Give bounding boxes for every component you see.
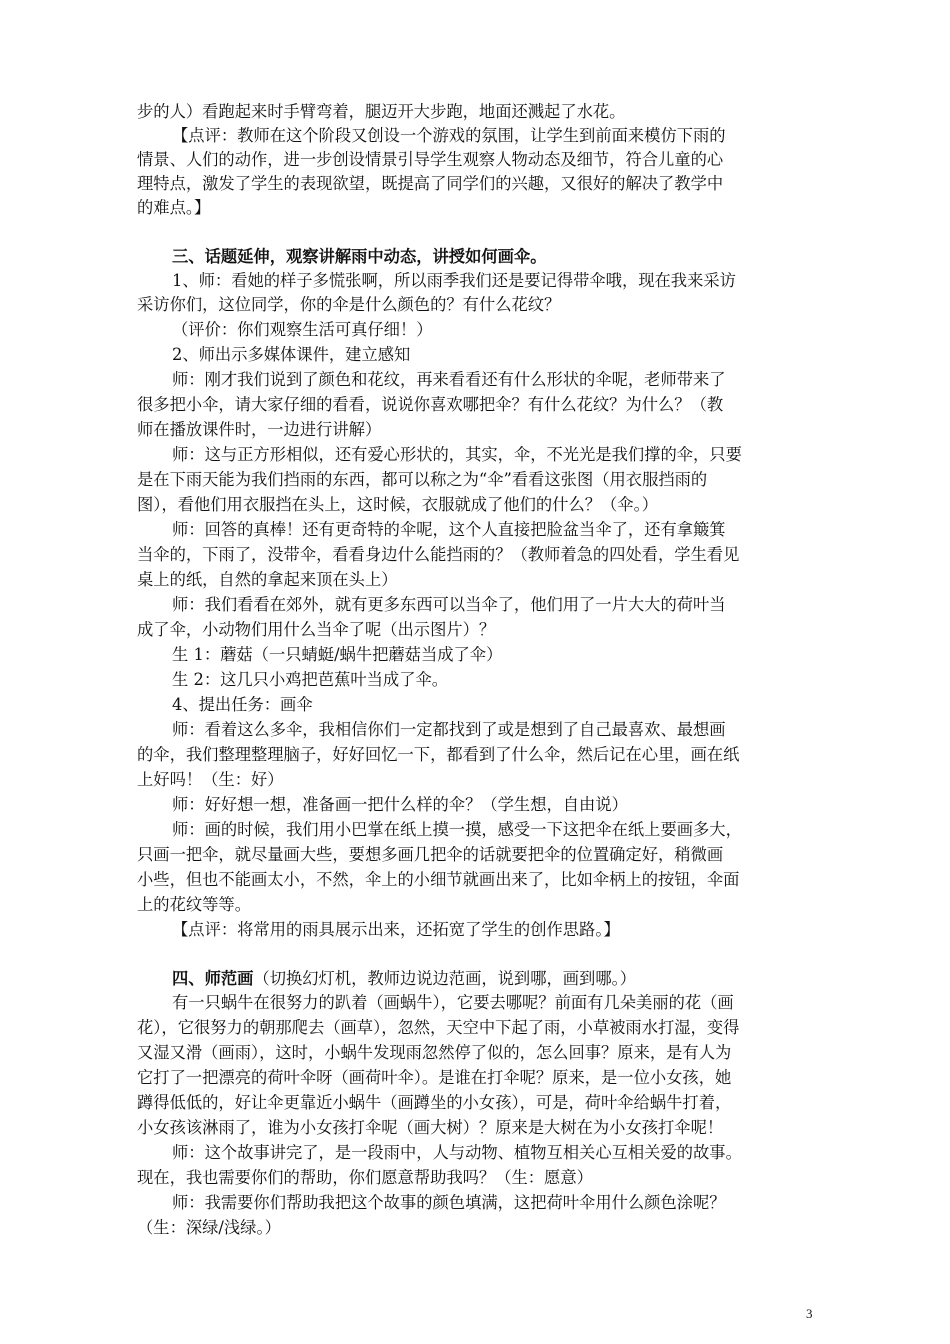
page-number: 3 — [806, 1306, 813, 1321]
text-line: 1、师：看她的样子多慌张啊，所以雨季我们还是要记得带伞哦，现在我来采访 — [172, 271, 736, 290]
text-line: 有一只蜗牛在很努力的趴着（画蜗牛），它要去哪呢？前面有几朵美丽的花（画 — [172, 993, 734, 1012]
text-line: 很多把小伞，请大家仔细的看看，说说你喜欢哪把伞？有什么花纹？为什么？（教 — [137, 395, 724, 414]
text-line: 师：画的时候，我们用小巴掌在纸上摸一摸，感受一下这把伞在纸上要画多大， — [172, 820, 742, 839]
text-line: 小些，但也不能画太小，不然，伞上的小细节就画出来了，比如伞柄上的按钮，伞面 — [137, 870, 740, 889]
text-line: 蹲得低低的，好让伞更靠近小蜗牛（画蹲坐的小女孩），可是，荷叶伞给蜗牛打着， — [137, 1093, 732, 1112]
text-line — [172, 967, 817, 991]
section-heading: 三、话题延伸，观察讲解雨中动态，讲授如何画伞。 — [172, 247, 547, 266]
text-line: 步的人）看跑起来时手臂弯着，腿迈开大步跑，地面还溅起了水花。 — [137, 102, 626, 121]
text-line: 师在播放课件时，一边进行讲解） — [137, 420, 382, 439]
text-line: 师：我需要你们帮助我把这个故事的颜色填满，这把荷叶伞用什么颜色涂呢？ — [172, 1193, 726, 1212]
text-line: 理特点，激发了学生的表现欲望，既提高了同学们的兴趣，又很好的解决了教学中 — [137, 174, 724, 193]
text-line: 生 1：蘑菇（一只蜻蜓/蜗牛把蘑菇当成了伞） — [172, 645, 503, 664]
section-heading: 四、师范画 — [172, 969, 254, 988]
text-line: 当伞的，下雨了，没带伞，看看身边什么能挡雨的？（教师着急的四处看，学生看见 — [137, 545, 740, 564]
text-line: 的难点。】 — [137, 198, 211, 217]
text-line: 桌上的纸，自然的拿起来顶在头上） — [137, 570, 398, 589]
text-line: 生 2：这几只小鸡把芭蕉叶当成了伞。 — [172, 670, 449, 689]
text-line: 小女孩该淋雨了，谁为小女孩打伞呢（画大树）？原来是大树在为小女孩打伞呢！ — [137, 1118, 724, 1137]
text-line: 【点评：将常用的雨具展示出来，还拓宽了学生的创作思路。】 — [172, 920, 620, 939]
text-line: 又湿又滑（画雨），这时，小蜗牛发现雨忽然停了似的，怎么回事？原来，是有人为 — [137, 1043, 732, 1062]
text-line: 师：好好想一想，准备画一把什么样的伞？（学生想，自由说） — [172, 795, 628, 814]
text-line: 师：我们看看在郊外，就有更多东西可以当伞了，他们用了一片大大的荷叶当 — [172, 595, 726, 614]
text-line: 师：这与正方形相似，还有爱心形状的，其实，伞，不光光是我们撑的伞，只要 — [172, 445, 742, 464]
text-line: 【点评：教师在这个阶段又创设一个游戏的氛围，让学生到前面来模仿下雨的 — [172, 126, 726, 145]
text-line: 上好吗！（生：好） — [137, 770, 284, 789]
text-line: （生：深绿/浅绿。） — [137, 1218, 281, 1237]
text-line: 师：回答的真棒！还有更奇特的伞呢，这个人直接把脸盆当伞了，还有拿簸箕 — [172, 520, 726, 539]
text-line: 师：刚才我们说到了颜色和花纹，再来看看还有什么形状的伞呢，老师带来了 — [172, 370, 726, 389]
text-line: 采访你们，这位同学，你的伞是什么颜色的？有什么花纹？ — [137, 295, 561, 314]
text-line: 图），看他们用衣服挡在头上，这时候，衣服就成了他们的什么？（伞。） — [137, 495, 658, 514]
text-line: 情景、人们的动作，进一步创设情景引导学生观察人物动态及细节，符合儿童的心 — [137, 150, 724, 169]
text-line: 是在下雨天能为我们挡雨的东西，都可以称之为“伞”看看这张图（用衣服挡雨的 — [137, 470, 708, 489]
text-line: 2、师出示多媒体课件，建立感知 — [172, 345, 411, 364]
text-line: 师：这个故事讲完了，是一段雨中，人与动物、植物互相关心互相关爱的故事。 — [172, 1143, 742, 1162]
text-line: 师：看着这么多伞，我相信你们一定都找到了或是想到了自己最喜欢、最想画 — [172, 720, 726, 739]
text-line: 上的花纹等等。 — [137, 895, 251, 914]
text-line: （评价：你们观察生活可真仔细！） — [172, 320, 433, 339]
text-line: 只画一把伞，就尽量画大些，要想多画几把伞的话就要把伞的位置确定好，稍微画 — [137, 845, 724, 864]
text-line: 花），它很努力的朝那爬去（画草），忽然，天空中下起了雨，小草被雨水打湿，变得 — [137, 1018, 740, 1037]
text-line: 的伞，我们整理整理脑子，好好回忆一下，都看到了什么伞，然后记在心里，画在纸 — [137, 745, 740, 764]
section-heading-note: （切换幻灯机，教师边说边范画，说到哪，画到哪。） — [253, 969, 637, 988]
text-line: 现在，我也需要你们的帮助，你们愿意帮助我吗？（生：愿意） — [137, 1168, 593, 1187]
text-line: 4、提出任务：画伞 — [172, 695, 313, 714]
text-line: 成了伞，小动物们用什么当伞了呢（出示图片）？ — [137, 620, 496, 639]
text-line: 它打了一把漂亮的荷叶伞呀（画荷叶伞）。是谁在打伞呢？原来，是一位小女孩，她 — [137, 1068, 732, 1087]
